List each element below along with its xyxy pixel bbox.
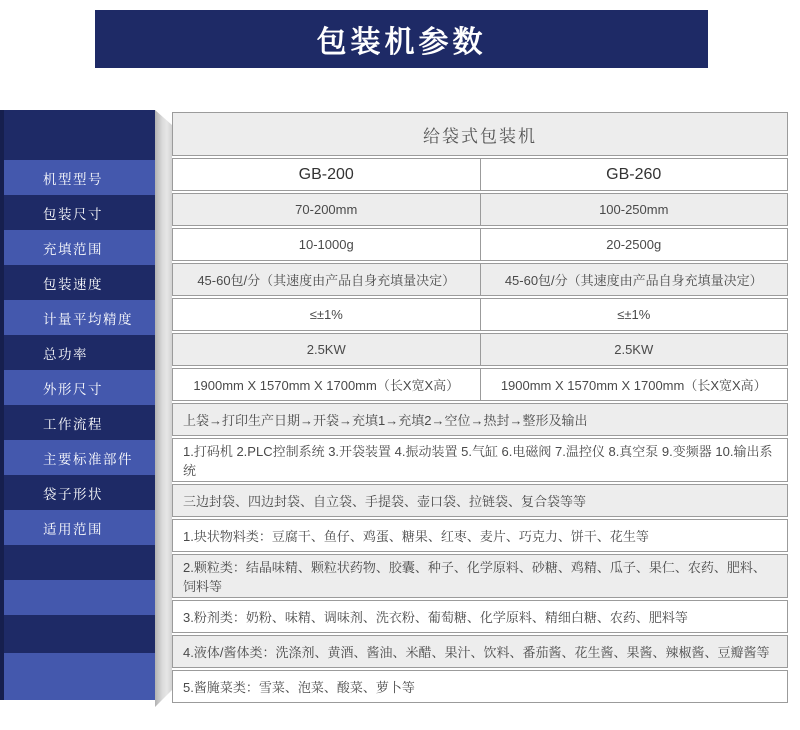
row-machine-dimensions xyxy=(172,368,788,401)
cell-power-a: 2.5KW xyxy=(306,342,346,357)
row-package-size xyxy=(172,193,788,226)
sidebar-label-package-size: 包装尺寸 xyxy=(0,195,155,230)
sidebar-label-metering-accuracy: 计量平均精度 xyxy=(0,300,155,335)
sidebar-label-bag-shape: 袋子形状 xyxy=(0,475,155,510)
row-workflow xyxy=(172,403,788,436)
page-title: 包装机参数 xyxy=(95,10,708,68)
sidebar-label-total-power: 总功率 xyxy=(0,335,155,370)
cell-accuracy-a: ≤±1% xyxy=(309,307,343,322)
sidebar-label-packing-speed: 包装速度 xyxy=(0,265,155,300)
table-header-machine-type: 给袋式包装机 xyxy=(172,112,788,156)
sidebar-spacer-top xyxy=(0,110,155,160)
sidebar-spacer-bottom xyxy=(0,653,155,700)
cell-workflow: 上袋→打印生产日期→开袋→充填1→充填2→空位→热封→整形及输出 xyxy=(183,413,588,428)
cell-application-pickles: 5.酱腌菜类：雪菜、泡菜、酸菜、萝卜等 xyxy=(183,680,415,695)
cell-dimensions-b: 1900mm X 1570mm X 1700mm（长X宽X高） xyxy=(480,369,788,400)
row-bag-shape xyxy=(172,484,788,517)
cell-speed-b: 45-60包/分（其速度由产品自身充填量决定） xyxy=(480,264,788,295)
cell-application-powders: 3.粉剂类：奶粉、味精、调味剂、洗衣粉、葡萄糖、化学原料、精细白糖、农药、肥料等 xyxy=(183,610,688,625)
row-packing-speed xyxy=(172,263,788,296)
cell-filling-b: 20-2500g xyxy=(480,229,788,260)
cell-application-block-materials: 1.块状物料类：豆腐干、鱼仔、鸡蛋、糖果、红枣、麦片、巧克力、饼干、花生等 xyxy=(183,529,649,544)
sidebar-label-standard-components: 主要标准部件 xyxy=(0,440,155,475)
cell-power-b: 2.5KW xyxy=(480,334,788,365)
cell-dimensions-a: 1900mm X 1570mm X 1700mm（长X宽X高） xyxy=(193,378,460,393)
cell-application-liquids-sauces: 4.液体/酱体类：洗涤剂、黄酒、酱油、米醋、果汁、饮料、番茄酱、花生酱、果酱、辣椒酱、豆瓣酱等 xyxy=(183,645,770,660)
spec-sidebar xyxy=(0,110,155,700)
cell-accuracy-b: ≤±1% xyxy=(480,299,788,330)
cell-model-a: GB-200 xyxy=(298,165,354,183)
sidebar-spacer xyxy=(0,545,155,580)
sidebar-label-application-range: 适用范围 xyxy=(0,510,155,545)
row-filling-range xyxy=(172,228,788,261)
cell-speed-a: 45-60包/分（其速度由产品自身充填量决定） xyxy=(197,273,456,288)
cell-application-granules: 2.颗粒类：结晶味精、颗粒状药物、胶囊、种子、化学原料、砂糖、鸡精、瓜子、果仁、农药、肥料、饲料等 xyxy=(183,560,766,594)
sidebar-label-machine-dimensions: 外形尺寸 xyxy=(0,370,155,405)
row-metering-accuracy xyxy=(172,298,788,331)
row-standard-components xyxy=(172,438,788,482)
sidebar-spacer xyxy=(0,580,155,615)
row-model xyxy=(172,158,788,191)
sidebar-bevel-edge xyxy=(155,110,172,707)
spec-table xyxy=(172,112,788,705)
cell-bag-shape: 三边封袋、四边封袋、自立袋、手提袋、壶口袋、拉链袋、复合袋等等 xyxy=(183,494,587,509)
row-application-powders xyxy=(172,600,788,633)
cell-standard-components: 1.打码机 2.PLC控制系统 3.开袋装置 4.振动装置 5.气缸 6.电磁阀 7.温控仪 8.真空泵 9.变频器 10.输出系统 xyxy=(183,444,773,478)
sidebar-spacer xyxy=(0,615,155,653)
row-application-liquids-sauces xyxy=(172,635,788,668)
sidebar-label-workflow: 工作流程 xyxy=(0,405,155,440)
sidebar-label-filling-range: 充填范围 xyxy=(0,230,155,265)
row-application-granules xyxy=(172,554,788,598)
cell-size-a: 70-200mm xyxy=(295,202,358,217)
sidebar-label-model: 机型型号 xyxy=(0,160,155,195)
cell-filling-a: 10-1000g xyxy=(298,237,354,252)
row-total-power xyxy=(172,333,788,366)
row-application-pickles xyxy=(172,670,788,703)
cell-size-b: 100-250mm xyxy=(480,194,788,225)
row-application-block-materials xyxy=(172,519,788,552)
cell-model-b: GB-260 xyxy=(480,159,788,190)
